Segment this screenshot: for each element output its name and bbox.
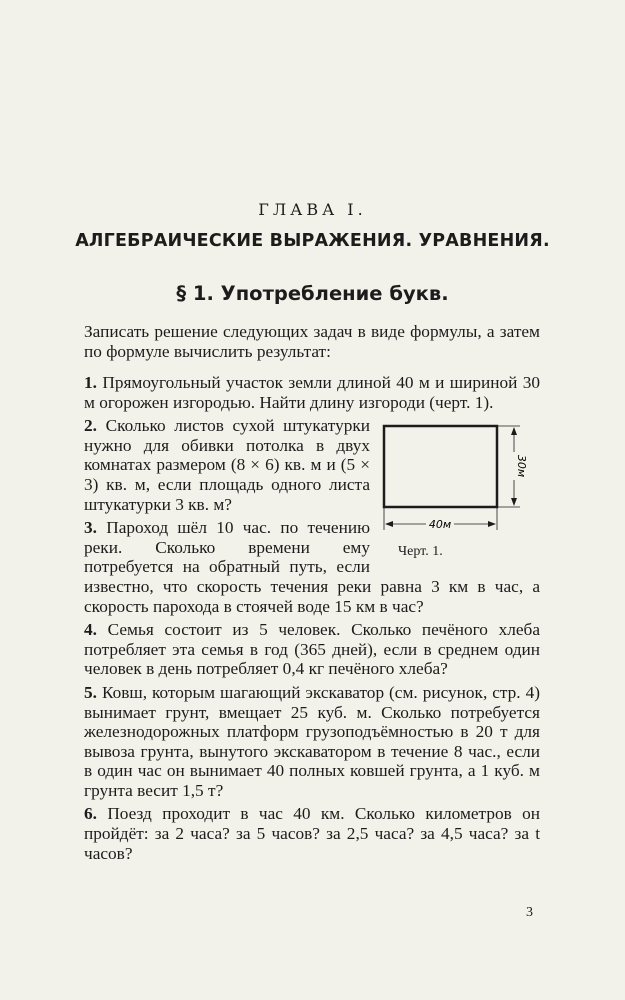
problem-text: Сколько листов сухой штукатурки нужно для обивки потолка в двух комнатах размером (8 × 6) кв. м и (5 × 3) кв. м, если площадь одного листа штукатурки 3 кв. м?: [84, 416, 370, 514]
problem-text: Поезд проходит в час 40 км. Сколько километров он пройдёт: за 2 часа? за 5 часов? за 2,5 часа? за 4,5 часа? за t часов?: [84, 804, 540, 863]
chapter-title: АЛГЕБРАИЧЕСКИЕ ВЫРАЖЕНИЯ. УРАВНЕНИЯ.: [75, 231, 550, 251]
page-number: 3: [526, 905, 533, 920]
problem-1: [84, 373, 540, 412]
chapter-label: ГЛАВА I.: [258, 200, 367, 219]
problem-6: [84, 804, 540, 863]
problem-4: [84, 620, 540, 679]
problem-text: Ковш, которым шагающий экскаватор (см. рисунок, стр. 4) вынимает грунт, вмещает 25 куб. м. Сколько потребуется железнодорожных платформ грузоподъёмностью в 20 т для вывоза грунта, вынутого экскаватором в течение 8 час., если в один час он вынимает 40 полных ковшей грунта, а 1 куб. м грунта весит 1,5 т?: [84, 682, 540, 800]
problem-number: 4.: [84, 620, 97, 640]
problem-number: 3.: [84, 518, 97, 538]
height-label: 30м: [515, 455, 528, 478]
problem-number: 6.: [84, 804, 97, 824]
problem-text: Семья состоит из 5 человек. Сколько печёного хлеба потребляет эта семья в год (365 дней), если в среднем один человек в день потребляет 0,4 кг печёного хлеба?: [84, 620, 540, 679]
problems-list: [84, 373, 540, 867]
problem-number: 5.: [84, 682, 97, 702]
width-label: 40м: [428, 518, 452, 532]
section-title: § 1. Употребление букв.: [176, 282, 449, 305]
problem-text: Прямоугольный участок земли длиной 40 м и шириной 30 м огорожен изгородью. Найти длину изгороди (черт. 1).: [84, 373, 541, 412]
problem-5: [84, 683, 540, 801]
problem-text: Пароход шёл 10 час. по течению реки. Сколько времени ему потребуется на обратный путь, если известно, что скорость течения реки равна 3 км в час, а скорость парохода в стоячей воде 15 км в час?: [84, 518, 540, 616]
problem-number: 2.: [84, 416, 97, 436]
figure-caption: Черт. 1.: [398, 544, 443, 560]
problem-number: 1.: [84, 373, 97, 392]
figure-1: [380, 418, 548, 564]
intro-paragraph: Записать решение следующих задач в виде формулы, а затем по формуле вычислить результат:: [84, 322, 540, 361]
